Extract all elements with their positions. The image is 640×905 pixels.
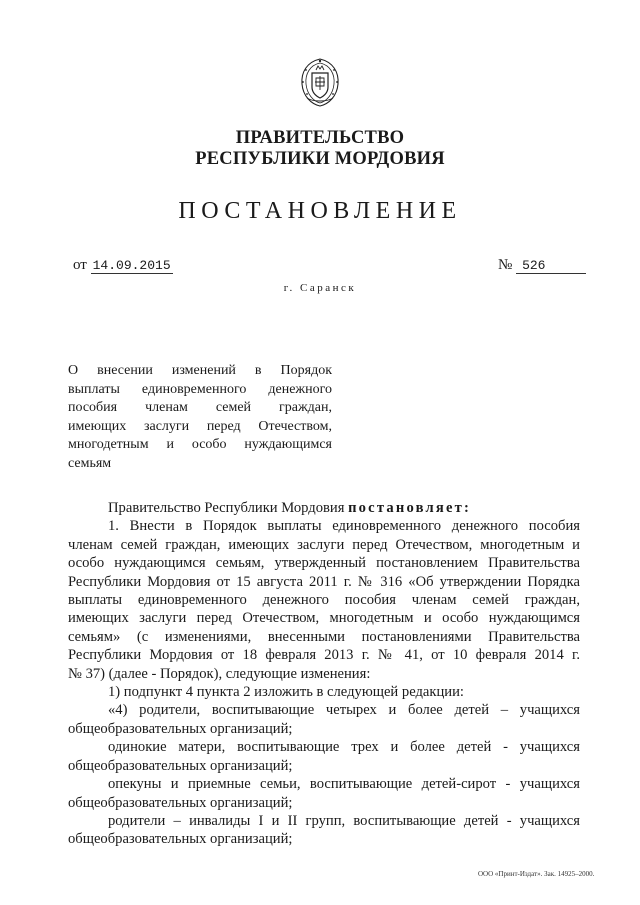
body-line: общеобразовательных организаций; bbox=[68, 831, 293, 848]
title-line: О внесении изменений в Порядок bbox=[68, 363, 332, 378]
number-field bbox=[498, 257, 586, 274]
date-value: 14.09.2015 bbox=[92, 258, 171, 273]
body-line: «4) родители, воспитывающие четырех и более детей – учащихся bbox=[108, 702, 580, 719]
body-line: родители – инвалиды I и II групп, воспитывающие детей - учащихся bbox=[108, 812, 580, 829]
printer-footer: ООО «Принт-Издат». Зак. 14925–2000. bbox=[478, 870, 595, 878]
document-type-title: ПОСТАНОВЛЕНИЕ bbox=[178, 198, 462, 224]
title-line: пособия членам семей граждан, bbox=[68, 400, 332, 415]
body-line: общеобразовательных организаций; bbox=[68, 757, 293, 774]
decree-body bbox=[68, 499, 580, 849]
city-name: г. Саранск bbox=[283, 282, 357, 294]
date-prefix: от bbox=[73, 257, 87, 273]
title-line: имеющих заслуги перед Отечеством, bbox=[68, 418, 332, 434]
decree-intro bbox=[68, 499, 580, 517]
body-line: имеющих заслуги перед Отечеством, многодетным и особо нуждающимся bbox=[68, 610, 580, 627]
org-name-line2: РЕСПУБЛИКИ МОРДОВИЯ bbox=[195, 149, 445, 169]
body-line: опекуны и приемные семьи, воспитывающие детей-сирот - учащихся bbox=[108, 776, 580, 793]
body-line: Республики Мордовия от 18 февраля 2013 г. № 41, от 10 февраля 2014 г. bbox=[68, 647, 580, 664]
body-line: членам семей граждан, имеющих заслуги перед Отечеством, многодетным и bbox=[68, 536, 580, 553]
number-prefix: № bbox=[498, 257, 513, 273]
body-line: 1. Внести в Порядок выплаты единовременного денежного пособия bbox=[108, 518, 580, 535]
body-line: Республики Мордовия от 15 августа 2011 г. № 316 «Об утверждении Порядка bbox=[68, 573, 580, 590]
body-line: общеобразовательных организаций; bbox=[68, 720, 293, 737]
title-line: выплаты единовременного денежного bbox=[68, 381, 332, 397]
org-name-line1: ПРАВИТЕЛЬСТВО bbox=[235, 128, 405, 148]
body-line: семьям» (с изменениями, внесенными постановлениями Правительства bbox=[68, 628, 580, 645]
body-line: общеобразовательных организаций; bbox=[68, 794, 293, 811]
decree-title bbox=[68, 362, 332, 473]
body-line: 1) подпункт 4 пункта 2 изложить в следующей редакции: bbox=[108, 684, 464, 701]
body-line: одинокие матери, воспитывающие трех и более детей - учащихся bbox=[108, 739, 580, 756]
title-line: семьям bbox=[68, 455, 112, 471]
intro-text: Правительство Республики Мордовия bbox=[108, 500, 349, 516]
coat-of-arms-icon bbox=[297, 56, 343, 108]
body-line: особо нуждающимся семьям, утвержденный постановлением Правительства bbox=[68, 555, 580, 572]
date-field bbox=[73, 257, 173, 274]
title-line: многодетным и особо нуждающимся bbox=[68, 437, 332, 452]
body-line: № 37) (далее - Порядок), следующие изменения: bbox=[68, 665, 371, 682]
number-value: 526 bbox=[516, 258, 586, 274]
body-line: выплаты единовременного денежного пособия членам семей граждан, bbox=[68, 592, 580, 609]
intro-decree-word: постановляет: bbox=[348, 500, 472, 516]
